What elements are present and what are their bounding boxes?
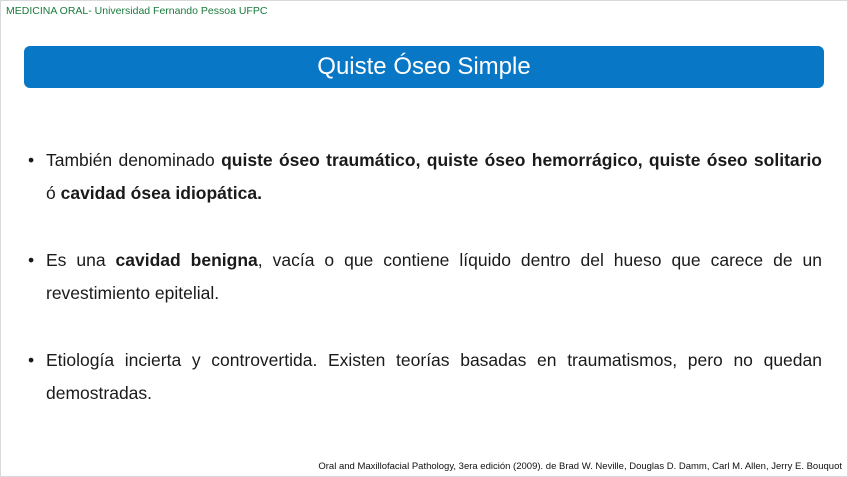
bullet-bold-text: cavidad ósea idiopática. <box>60 183 262 203</box>
bullet-dot-icon: • <box>28 250 35 270</box>
bullet-item <box>28 344 822 410</box>
bullet-text: Es una <box>46 250 116 270</box>
bullet-text: Etiología incierta y controvertida. Existen teorías basadas en traumatismos, pero no quedan demostradas. <box>46 350 822 403</box>
slide-title: Quiste Óseo Simple <box>317 53 531 80</box>
bullet-list <box>28 144 822 444</box>
bullet-item <box>28 244 822 310</box>
title-bar <box>24 46 824 88</box>
footer-citation: Oral and Maxillofacial Pathology, 3era edición (2009). de Brad W. Neville, Douglas D. Damm, Carl M. Allen, Jerry E. Bouquot <box>318 461 842 472</box>
bullet-item <box>28 144 822 210</box>
bullet-bold-text: quiste óseo traumático, quiste óseo hemorrágico, quiste óseo solitario <box>221 150 823 170</box>
bullet-text: ó <box>46 183 61 203</box>
bullet-text: También denominado <box>46 150 222 170</box>
bullet-dot-icon: • <box>28 350 35 370</box>
bullet-text: , vacía o que contiene líquido dentro del hueso que carece de un revestimiento epitelial. <box>46 250 822 303</box>
bullet-bold-text: cavidad benigna <box>115 250 258 270</box>
header-text: MEDICINA ORAL- Universidad Fernando Pessoa UFPC <box>6 5 268 17</box>
bullet-dot-icon: • <box>28 150 35 170</box>
